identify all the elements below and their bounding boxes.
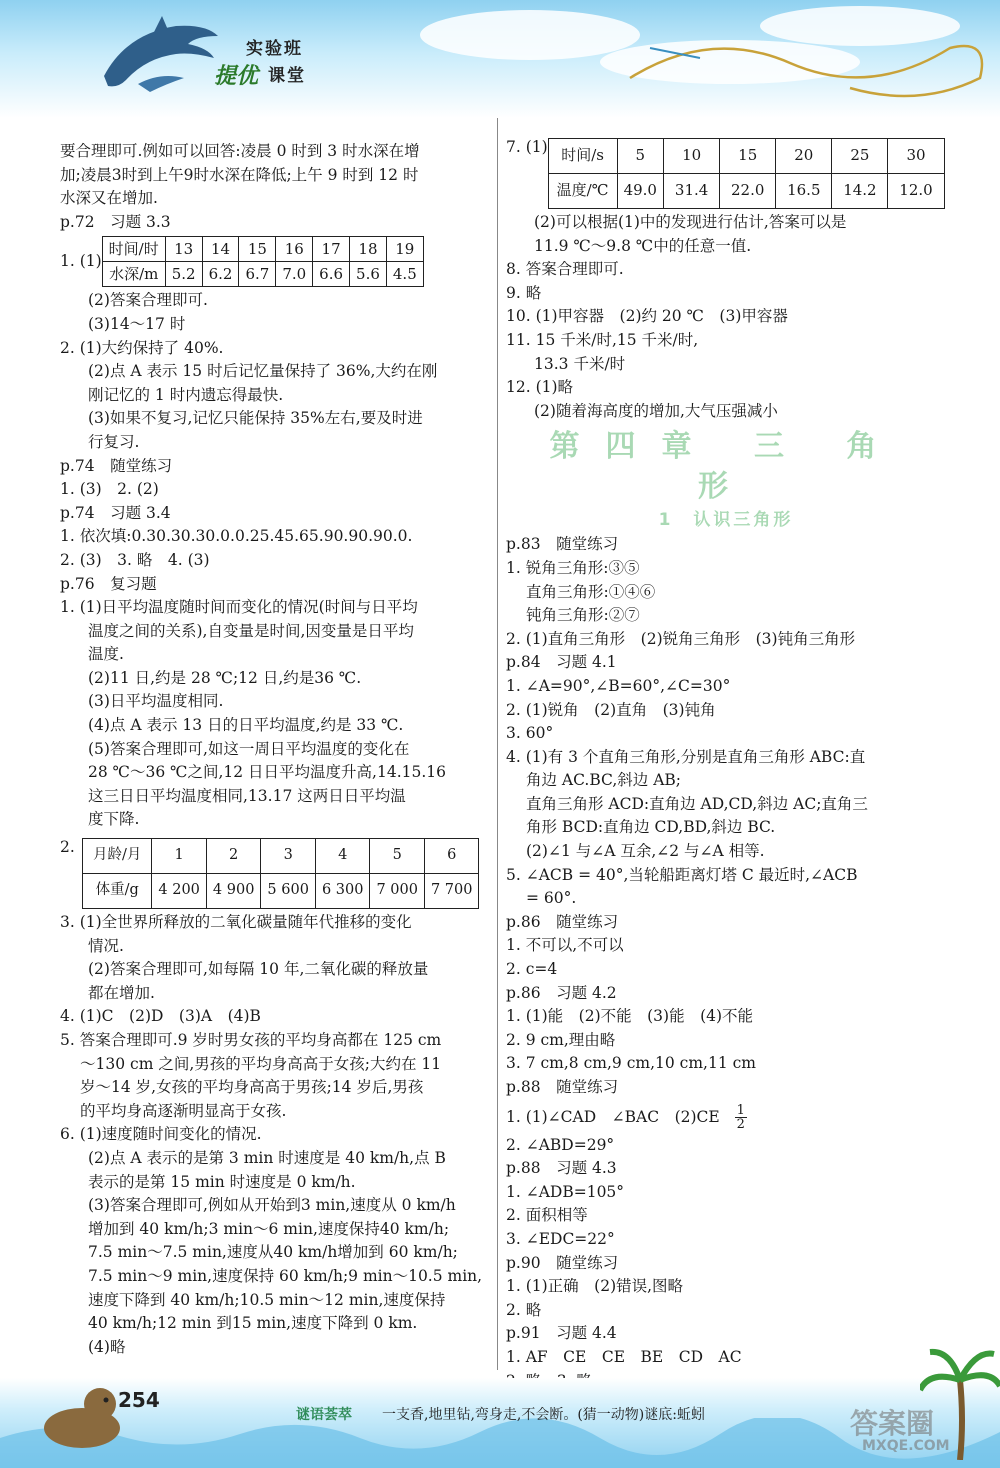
- table-cell: 2: [206, 839, 261, 874]
- answer-line: (2)随着海高度的增加,大气压强减小: [534, 401, 778, 420]
- answer-line: 28 ℃～36 ℃之间,12 日日平均温度升高,14.15.16: [88, 763, 447, 782]
- answer-line: 5. ∠ACB = 40°,当轮船距离灯塔 C 最近时,∠ACB: [506, 865, 858, 884]
- answer-line: 7.5 min～9 min,速度保持 60 km/h;9 min～10.5 min,: [88, 1266, 483, 1285]
- table-cell: 5: [370, 839, 425, 874]
- answer-line: = 60°.: [526, 889, 577, 908]
- answer-line: 2. ∠ABD=29°: [506, 1135, 615, 1154]
- answer-line: 直角三角形:①④⑥: [526, 582, 656, 601]
- table-cell: 14: [202, 237, 239, 262]
- seal-icon: [34, 1376, 124, 1456]
- answer-line: 加;凌晨3时到上午9时水深在降低;上午 9 时到 12 时: [60, 165, 419, 184]
- table-cell: 13: [165, 237, 202, 262]
- watermark: 答案圈: [850, 1407, 935, 1440]
- fraction-numerator: 1: [736, 1103, 745, 1119]
- answer-line: 4. (1)C (2)D (3)A (4)B: [60, 1007, 261, 1026]
- answer-line: 1. (3) 2. (2): [60, 480, 159, 499]
- infant-weight-table: [82, 838, 479, 909]
- answer-line: (2)答案合理即可,如每隔 10 年,二氧化碳的释放量: [88, 960, 429, 979]
- table-cell: 5.2: [165, 262, 202, 287]
- table-cell: 49.0: [617, 174, 664, 209]
- table-cell: 15: [720, 139, 776, 174]
- answer-line: (4)点 A 表示 13 日的日平均温度,约是 33 ℃.: [88, 716, 404, 735]
- right-column: [506, 140, 946, 1393]
- answer-line: (5)答案合理即可,如这一周日平均温度的变化在: [88, 739, 410, 758]
- answer-line: 1. (1)正确 (2)错误,图略: [506, 1277, 684, 1296]
- table-cell: 4.5: [386, 262, 423, 287]
- table-cell: 31.4: [664, 174, 720, 209]
- answer-line: 温度之间的关系),自变量是时间,因变量是日平均: [88, 621, 414, 640]
- answer-line: 直角三角形 ACD:直角边 AD,CD,斜边 AC;直角三: [526, 794, 868, 813]
- table-cell: 6.6: [313, 262, 350, 287]
- answer-line: 钝角三角形:②⑦: [526, 606, 640, 625]
- answer-line: 的平均身高逐渐明显高于女孩.: [80, 1101, 287, 1120]
- answer-line: 增加到 40 km/h;3 min～6 min,速度保持40 km/h;: [88, 1219, 450, 1238]
- answer-line: 3. 7 cm,8 cm,9 cm,10 cm,11 cm: [506, 1054, 756, 1073]
- answer-line: 40 km/h;12 min 到15 min,速度下降到 0 km.: [88, 1314, 418, 1333]
- answer-line: 8. 答案合理即可.: [506, 260, 624, 279]
- answer-line: 11.9 ℃～9.8 ℃中的任意一值.: [534, 236, 752, 255]
- table-cell: 5.6: [350, 262, 387, 287]
- answer-line: 情况.: [88, 936, 124, 955]
- section-heading: p.88 随堂练习: [506, 1078, 619, 1096]
- answer-line: 1. AF CE CE BE CD AC: [506, 1347, 742, 1366]
- chapter-title: 第四章 三 角 形: [549, 429, 903, 505]
- answer-line: (2)答案合理即可.: [88, 291, 208, 310]
- answer-line: (3)14～17 时: [88, 314, 186, 333]
- answer-line: 3. 60°: [506, 724, 554, 743]
- answer-line: 11. 15 千米/时,15 千米/时,: [506, 330, 699, 349]
- water-depth-table: [102, 236, 424, 287]
- table-cell: 1: [152, 839, 207, 874]
- fraction-denominator: 2: [736, 1117, 745, 1133]
- answer-line: 2. 略: [506, 1300, 542, 1319]
- table-cell: 4 200: [152, 874, 207, 909]
- section-heading: p.76 复习题: [60, 574, 157, 593]
- question-2-row: [60, 836, 492, 911]
- table-cell: 月龄/月: [83, 839, 152, 874]
- section-heading: p.91 习题 4.4: [506, 1324, 617, 1343]
- answer-line: 表示的是第 15 min 时速度是 0 km/h.: [88, 1172, 356, 1191]
- table-cell: 3: [261, 839, 316, 874]
- answer-line: 度下降.: [88, 810, 140, 829]
- table-row: [83, 839, 479, 874]
- answer-line: (2)11 日,约是 28 ℃;12 日,约是36 ℃.: [88, 668, 362, 687]
- table-cell: 6.7: [239, 262, 276, 287]
- question-label: 2.: [60, 838, 75, 857]
- table-cell: 15: [239, 237, 276, 262]
- temperature-table: [548, 138, 945, 209]
- answer-line: 行复习.: [88, 432, 140, 451]
- table-row: [548, 174, 944, 209]
- answer-line: 水深又在增加.: [60, 189, 158, 208]
- answer-line: 1. (1)日平均温度随时间而变化的情况(时间与日平均: [60, 598, 418, 617]
- table-cell: 10: [664, 139, 720, 174]
- question-label: 7. (1): [506, 138, 548, 156]
- answer-line: 2. (1)锐角 (2)直角 (3)钝角: [506, 700, 716, 719]
- table-cell: 17: [313, 237, 350, 262]
- series-logo: [96, 14, 356, 104]
- section-heading: p.88 习题 4.3: [506, 1159, 617, 1178]
- answer-line: 2. 面积相等: [506, 1206, 588, 1225]
- table-cell: 12.0: [888, 174, 944, 209]
- series-name-script: 提优: [214, 63, 259, 89]
- question-1-row: [60, 234, 492, 289]
- section-heading: p.86 随堂练习: [506, 912, 619, 931]
- table-cell: 6 300: [315, 874, 370, 909]
- section-heading: p.90 随堂练习: [506, 1253, 619, 1272]
- table-cell: 7 700: [424, 874, 479, 909]
- answer-line: 角边 AC.BC,斜边 AB;: [526, 771, 682, 790]
- series-name-bottom: 课堂: [268, 66, 306, 86]
- answer-text: 1. (1)∠CAD ∠BAC (2)CE: [506, 1107, 720, 1126]
- answer-line: [506, 1100, 946, 1134]
- answer-line: (2)点 A 表示的是第 3 min 时速度是 40 km/h,点 B: [88, 1148, 446, 1167]
- table-cell: 6.2: [202, 262, 239, 287]
- anchor-rope-icon: [620, 8, 1000, 108]
- page-number: 254: [118, 1388, 160, 1412]
- section-heading: p.74 随堂练习: [60, 456, 173, 475]
- answer-line: 2. (1)大约保持了 40%.: [60, 338, 224, 357]
- column-divider: [497, 118, 498, 1370]
- riddle-text: 一支香,地里钻,弯身走,不会断。(猜一动物)谜底:蚯蚓: [382, 1407, 705, 1423]
- table-cell: 4 900: [206, 874, 261, 909]
- section-heading: p.86 习题 4.2: [506, 983, 617, 1002]
- table-row: [548, 139, 944, 174]
- table-cell: 温度/℃: [548, 174, 617, 209]
- table-row: [102, 237, 423, 262]
- answer-line: 7.5 min～7.5 min,速度从40 km/h增加到 60 km/h;: [88, 1243, 458, 1262]
- table-row: [83, 874, 479, 909]
- table-cell: 14.2: [832, 174, 888, 209]
- question-7-row: [506, 136, 946, 211]
- table-cell: 体重/g: [83, 874, 152, 909]
- answer-line: 角形 BCD:直角边 CD,BD,斜边 BC.: [526, 818, 776, 837]
- table-cell: 时间/s: [548, 139, 617, 174]
- answer-line: 温度.: [88, 645, 124, 664]
- answer-line: 4. (1)有 3 个直角三角形,分别是直角三角形 ABC:直: [506, 747, 866, 766]
- answer-line: 12. (1)略: [506, 378, 574, 397]
- table-cell: 7 000: [370, 874, 425, 909]
- left-column: [60, 140, 492, 1359]
- answer-line: 1. ∠ADB=105°: [506, 1182, 625, 1201]
- answer-line: 速度下降到 40 km/h;10.5 min～12 min,速度保持: [88, 1290, 446, 1309]
- answer-line: 1. 不可以,不可以: [506, 936, 624, 955]
- answer-line: (2)点 A 表示 15 时后记忆量保持了 36%,大约在刚: [88, 362, 438, 381]
- section-heading: p.72 习题 3.3: [60, 212, 171, 231]
- table-cell: 4: [315, 839, 370, 874]
- table-cell: 7.0: [276, 262, 313, 287]
- answer-line: 1. (1)能 (2)不能 (3)能 (4)不能: [506, 1007, 754, 1026]
- table-cell: 30: [888, 139, 944, 174]
- answer-line: 刚记忆的 1 时内遗忘得最快.: [88, 385, 284, 404]
- answer-line: (3)日平均温度相同.: [88, 692, 224, 711]
- answer-line: 10. (1)甲容器 (2)约 20 ℃ (3)甲容器: [506, 307, 788, 326]
- answer-line: 2. c=4: [506, 960, 558, 979]
- fraction-one-half: [735, 1104, 747, 1131]
- table-cell: 6: [424, 839, 479, 874]
- table-cell: 25: [832, 139, 888, 174]
- table-cell: 时间/时: [102, 237, 165, 262]
- section-title: 1 认识三角形: [658, 510, 794, 531]
- answer-line: 3. ∠EDC=22°: [506, 1229, 615, 1248]
- table-cell: 20: [776, 139, 832, 174]
- answer-line: (3)答案合理即可,例如从开始到3 min,速度从 0 km/h: [88, 1196, 456, 1215]
- answer-line: 2. (1)直角三角形 (2)锐角三角形 (3)钝角三角形: [506, 629, 856, 648]
- answer-line: (2)∠1 与∠A 互余,∠2 与∠A 相等.: [526, 842, 765, 861]
- table-cell: 水深/m: [102, 262, 165, 287]
- watermark-url: MXQE.COM: [862, 1438, 950, 1454]
- section-heading: p.84 习题 4.1: [506, 653, 617, 672]
- answer-line: 9. 略: [506, 283, 542, 302]
- riddle-label: 谜语荟萃: [296, 1407, 352, 1423]
- question-label: 1. (1): [60, 252, 102, 271]
- answer-line: 这三日日平均温度相同,13.17 这两日日平均温: [88, 786, 406, 805]
- table-cell: 16.5: [776, 174, 832, 209]
- series-name-top: 实验班: [246, 39, 303, 59]
- table-cell: 16: [276, 237, 313, 262]
- answer-line: 1. 锐角三角形:③⑤: [506, 558, 640, 577]
- table-cell: 18: [350, 237, 387, 262]
- answer-line: 岁～14 岁,女孩的平均身高高于男孩;14 岁后,男孩: [80, 1078, 424, 1097]
- answer-line: (2)可以根据(1)中的发现进行估计,答案可以是: [534, 213, 847, 231]
- dolphin-icon: [96, 14, 226, 94]
- cloud-decoration: [420, 10, 640, 60]
- answer-line: (3)如果不复习,记忆只能保持 35%左右,要及时进: [88, 409, 423, 428]
- answer-line: 5. 答案合理即可.9 岁时男女孩的平均身高都在 125 cm: [60, 1031, 442, 1049]
- answer-line: 2. 9 cm,理由略: [506, 1030, 616, 1049]
- table-cell: 19: [386, 237, 423, 262]
- answer-line: 1. ∠A=90°,∠B=60°,∠C=30°: [506, 676, 731, 695]
- answer-line: 1. 依次填:0.30.30.30.0.0.25.45.65.90.90.90.0.: [60, 527, 413, 546]
- table-cell: 5 600: [261, 874, 316, 909]
- answer-line: 2. (3) 3. 略 4. (3): [60, 550, 210, 569]
- answer-line: 13.3 千米/时: [534, 354, 626, 373]
- table-row: [102, 262, 423, 287]
- answer-line: 6. (1)速度随时间变化的情况.: [60, 1125, 262, 1144]
- table-cell: 5: [617, 139, 664, 174]
- answer-line: (4)略: [88, 1337, 126, 1356]
- answer-line: 要合理即可.例如可以回答:凌晨 0 时到 3 时水深在增: [60, 142, 420, 160]
- answer-line: 都在增加.: [88, 983, 155, 1002]
- section-heading: p.74 习题 3.4: [60, 503, 171, 522]
- table-cell: 22.0: [720, 174, 776, 209]
- answer-line: ～130 cm 之间,男孩的平均身高高于女孩;大约在 11: [80, 1054, 442, 1073]
- section-heading: p.83 随堂练习: [506, 535, 619, 554]
- answer-line: 3. (1)全世界所释放的二氧化碳量随年代推移的变化: [60, 913, 412, 932]
